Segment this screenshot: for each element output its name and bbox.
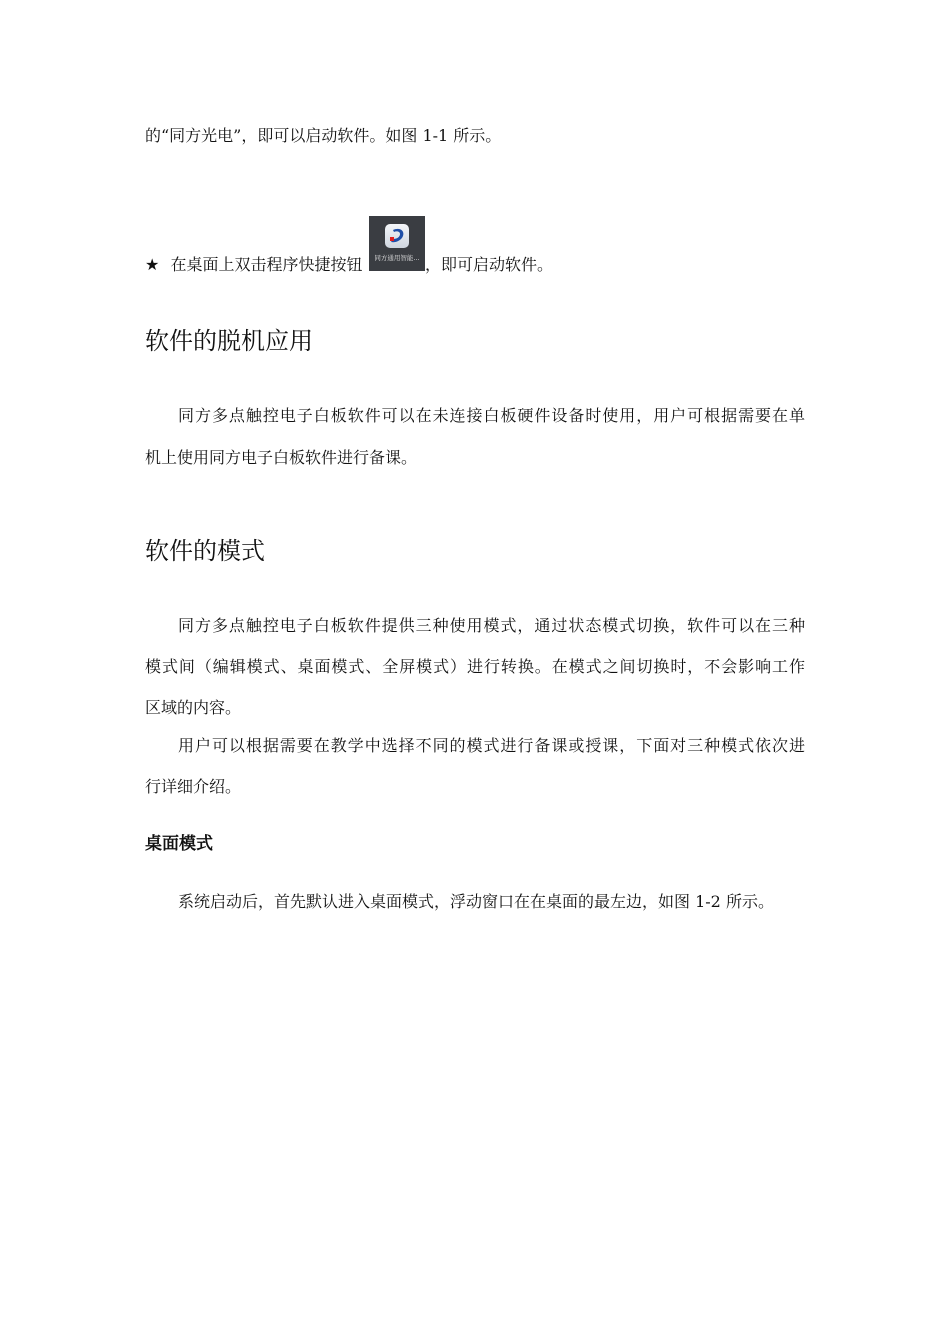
shortcut-step-suffix: ，即可启动软件。 bbox=[425, 255, 554, 274]
paragraph-line: 机上使用同方电子白板软件进行备课。 bbox=[145, 448, 418, 467]
whiteboard-app-icon bbox=[385, 224, 409, 248]
paragraph-line: 用户可以根据需要在教学中选择不同的模式进行备课或授课，下面对三种模式依次进 bbox=[178, 736, 805, 755]
paragraph-line: 区域的内容。 bbox=[145, 698, 242, 717]
paragraph-line: 模式间（编辑模式、桌面模式、全屏模式）进行转换。在模式之间切换时，不会影响工作 bbox=[145, 657, 805, 676]
star-bullet-icon: ★ bbox=[145, 255, 160, 274]
shortcut-step-text: 在桌面上双击程序快捷按钮 bbox=[170, 255, 363, 274]
shortcut-label: 同方通用智能... bbox=[374, 254, 420, 262]
paragraph-line: 同方多点触控电子白板软件提供三种使用模式，通过状态模式切换，软件可以在三种 bbox=[178, 616, 805, 635]
section-heading-modes: 软件的模式 bbox=[145, 537, 265, 565]
paragraph-line: 同方多点触控电子白板软件可以在未连接白板硬件设备时使用，用户可根据需要在单 bbox=[178, 406, 805, 425]
paragraph-line: 行详细介绍。 bbox=[145, 777, 242, 796]
intro-line: 的“同方光电”，即可以启动软件。如图 1-1 所示。 bbox=[145, 126, 502, 145]
shortcut-step bbox=[145, 254, 362, 276]
section-heading-offline: 软件的脱机应用 bbox=[145, 327, 313, 355]
subsection-heading-desktop-mode: 桌面模式 bbox=[145, 834, 213, 854]
desktop-shortcut[interactable] bbox=[369, 216, 425, 271]
paragraph-line: 系统启动后，首先默认进入桌面模式，浮动窗口在在桌面的最左边，如图 1-2 所示。 bbox=[178, 892, 774, 911]
